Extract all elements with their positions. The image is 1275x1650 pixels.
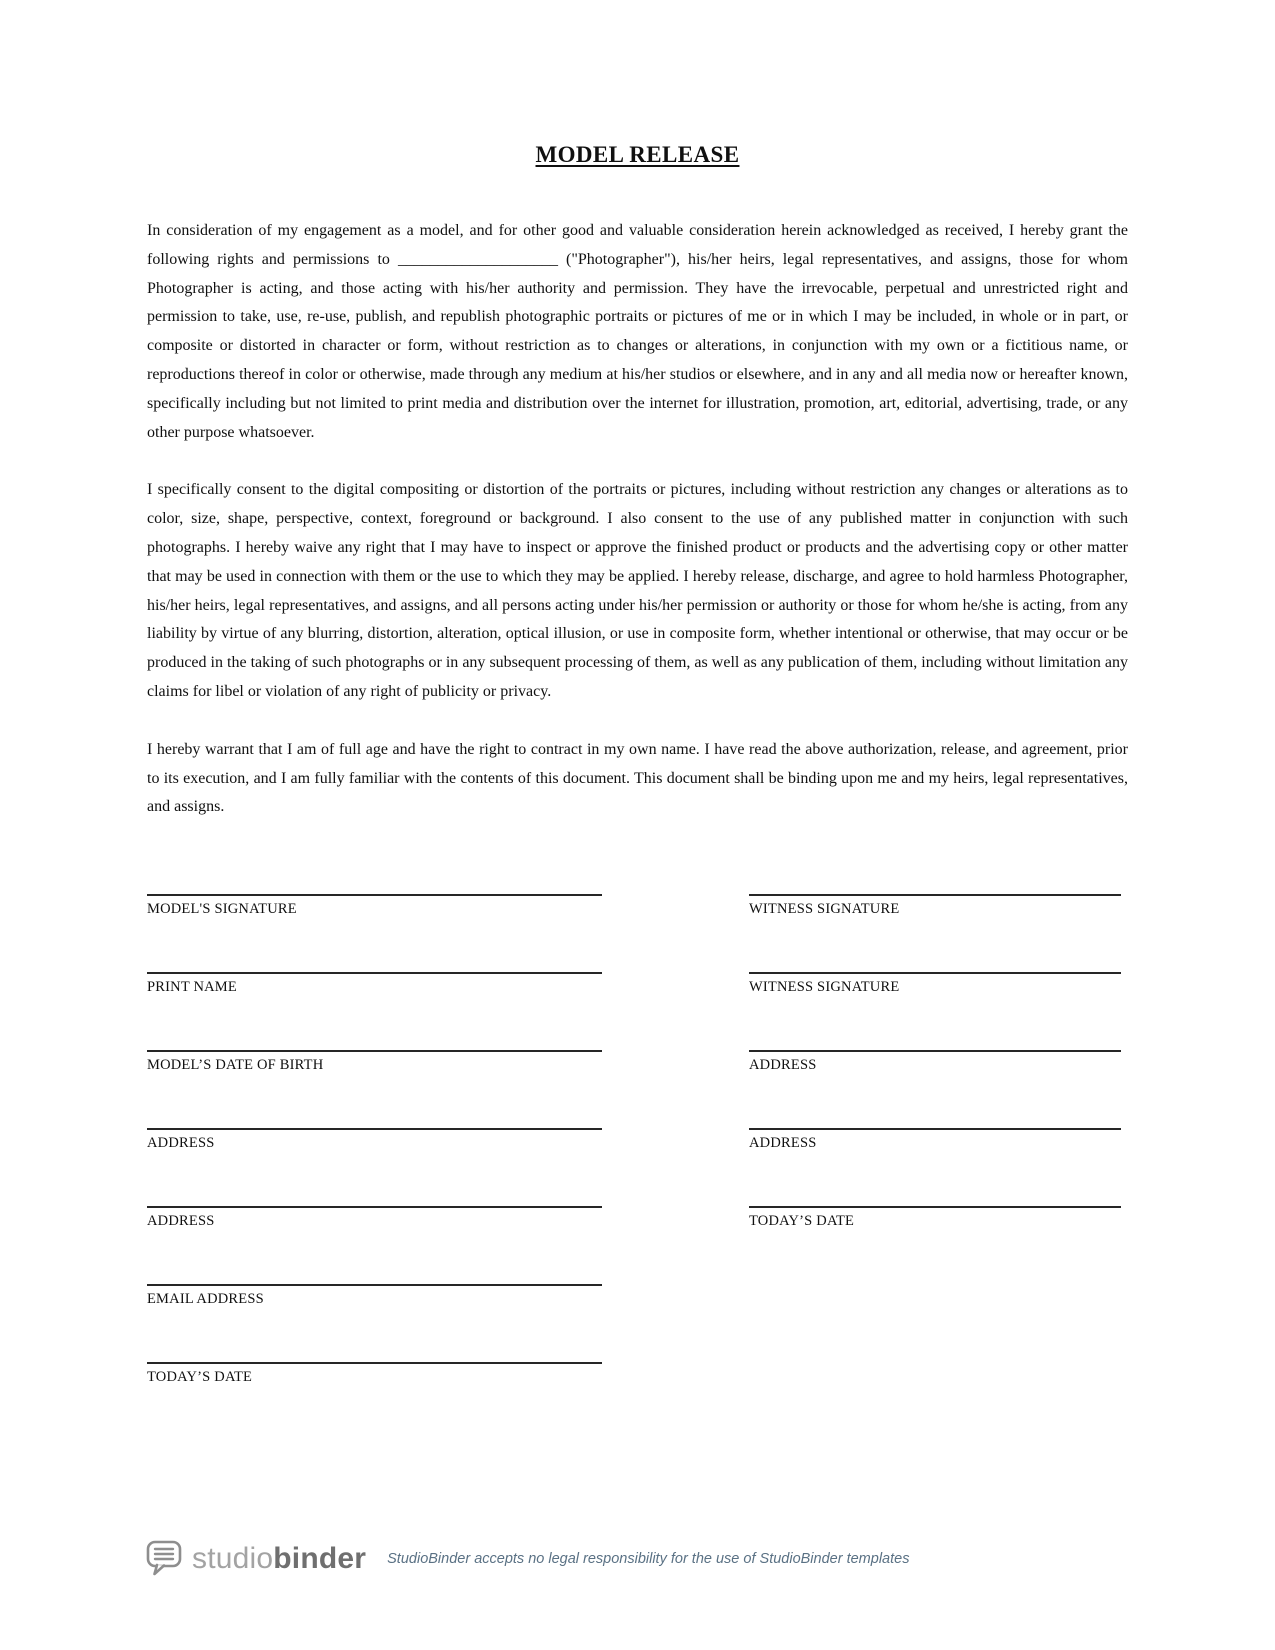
signature-line (749, 972, 1121, 974)
studiobinder-wordmark (192, 1542, 366, 1576)
signature-line (147, 1284, 602, 1286)
field-label: ADDRESS (749, 1057, 817, 1074)
field-label: ADDRESS (147, 1213, 215, 1230)
speech-bubble-icon (145, 1538, 183, 1580)
field-print-name (147, 972, 602, 996)
field-label: WITNESS SIGNATURE (749, 979, 900, 996)
field-witness-address-1 (749, 1050, 1121, 1074)
field-witness-signature-1 (749, 894, 1121, 918)
paragraph-consent-release: I specifically consent to the digital compositing or distortion of the portraits or pictures, including without restriction any changes or alterations as to color, size, shape, perspective, context, foreground or background. I also consent to the use of any published matter in conjunction with such photographs. I hereby waive any right that I may have to inspect or approve the finished product or products and the advertising copy or other matter that may be used in connection with them or the use to which they may be applied. I hereby release, discharge, and agree to hold harmless Photographer, his/her heirs, legal representatives, and assigns, and all persons acting under his/her permission or authority or those for whom he/she is acting, from any liability by virtue of any blurring, distortion, alteration, optical illusion, or use in composite form, whether intentional or otherwise, that may occur or be produced in the taking of such photographs or in any subsequent processing of them, as well as any publication of them, including without limitation any claims for libel or violation of any right of publicity or privacy. (147, 481, 1128, 700)
field-label: TODAY’S DATE (749, 1213, 855, 1230)
page-title: MODEL RELEASE (535, 142, 740, 167)
signature-section (147, 894, 1128, 1440)
signature-line (147, 972, 602, 974)
legal-disclaimer: StudioBinder accepts no legal responsibility for the use of StudioBinder templates (387, 1551, 910, 1567)
paragraph-grant-of-rights: In consideration of my engagement as a model, and for other good and valuable consideration herein acknowledged as received, I hereby grant the following rights and permissions to ____________________ ("Photographer"), his/her heirs, legal representatives, and assigns, those for whom Photographer is acting, and those acting with his/her authority and permission. They have the irrevocable, perpetual and unrestricted right and permission to take, use, re-use, publish, and republish photographic portraits or pictures of me or in which I may be included, in whole or in part, or composite or distorted in character or form, without restriction as to changes or alterations, in conjunction with my own or a fictitious name, or reproductions thereof in color or otherwise, made through any medium at his/her studios or elsewhere, and in any and all media now or hereafter known, specifically including but not limited to print media and distribution over the internet for illustration, promotion, art, editorial, advertising, trade, or any other purpose whatsoever. (147, 222, 1128, 441)
signature-line (147, 1362, 602, 1364)
field-label: MODEL’S DATE OF BIRTH (147, 1057, 324, 1074)
wordmark-binder: binder (273, 1542, 367, 1575)
field-label: WITNESS SIGNATURE (749, 901, 900, 918)
field-label: ADDRESS (147, 1135, 215, 1152)
field-label: MODEL'S SIGNATURE (147, 901, 297, 918)
field-label: TODAY’S DATE (147, 1369, 253, 1386)
studiobinder-footer (145, 1538, 909, 1580)
field-label: EMAIL ADDRESS (147, 1291, 264, 1308)
field-email-address (147, 1284, 602, 1308)
document-body (147, 0, 1128, 1440)
field-models-signature (147, 894, 602, 918)
field-label: ADDRESS (749, 1135, 817, 1152)
signature-line (749, 1206, 1121, 1208)
signature-column-witness (749, 894, 1121, 1440)
field-models-date-of-birth (147, 1050, 602, 1074)
field-witness-address-2 (749, 1128, 1121, 1152)
field-todays-date-model (147, 1362, 602, 1386)
field-todays-date-witness (749, 1206, 1121, 1230)
signature-line (147, 1128, 602, 1130)
signature-line (147, 1206, 602, 1208)
signature-line (749, 1128, 1121, 1130)
signature-line (749, 1050, 1121, 1052)
wordmark-studio: studio (192, 1542, 274, 1575)
signature-column-model (147, 894, 602, 1440)
signature-line (147, 1050, 602, 1052)
paragraph-warranty: I hereby warrant that I am of full age and have the right to contract in my own name. I have read the above authorization, release, and agreement, prior to its execution, and I am fully familiar with the contents of this document. This document shall be binding upon me and my heirs, legal representatives, and assigns. (147, 740, 1128, 816)
field-address-1 (147, 1128, 602, 1152)
signature-line (147, 894, 602, 896)
field-witness-signature-2 (749, 972, 1121, 996)
column-spacer (602, 894, 749, 1440)
field-label: PRINT NAME (147, 979, 237, 996)
signature-line (749, 894, 1121, 896)
field-address-2 (147, 1206, 602, 1230)
